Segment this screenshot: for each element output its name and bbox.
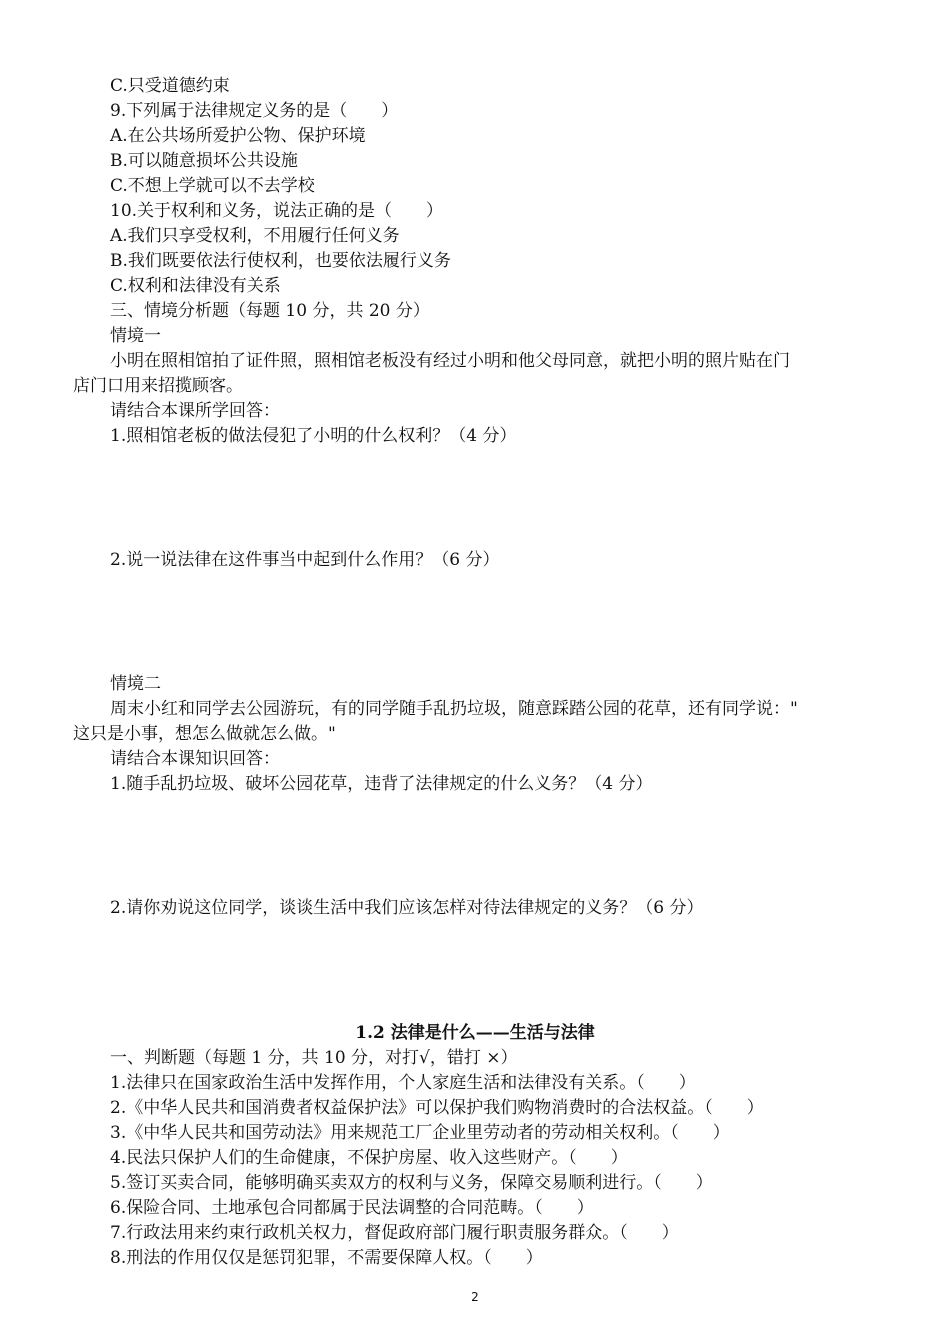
scenario-1-question-1: 1.照相馆老板的做法侵犯了小明的什么权利？（4 分） (110, 426, 517, 446)
scenario-1-title: 情境一 (110, 326, 161, 346)
option-10a: A.我们只享受权利，不用履行任何义务 (110, 226, 400, 246)
judgment-item-6: 6.保险合同、土地承包合同都属于民法调整的合同范畴。（ ） (110, 1198, 594, 1218)
scenario-1-text: 小明在照相馆拍了证件照，照相馆老板没有经过小明和他父母同意，就把小明的照片贴在门 (110, 351, 790, 371)
judgment-item-3: 3.《中华人民共和国劳动法》用来规范工厂企业里劳动者的劳动相关权利。（ ） (110, 1123, 730, 1143)
page-number: 2 (471, 1290, 479, 1304)
judgment-item-7: 7.行政法用来约束行政机关权力，督促政府部门履行职责服务群众。（ ） (110, 1223, 679, 1243)
option-9c: C.不想上学就可以不去学校 (110, 176, 315, 196)
judgment-item-4: 4.民法只保护人们的生命健康，不保护房屋、收入这些财产。（ ） (110, 1148, 628, 1168)
judgment-heading: 一、判断题（每题 1 分，共 10 分，对打√，错打 ×） (110, 1048, 518, 1068)
section-title: 1.2 法律是什么——生活与法律 (355, 1023, 595, 1043)
scenario-2-prompt: 请结合本课知识回答： (110, 749, 280, 769)
option-10c: C.权利和法律没有关系 (110, 276, 281, 296)
scenario-2-text: 周末小红和同学去公园游玩，有的同学随手乱扔垃圾，随意踩踏公园的花草，还有同学说：" (110, 699, 798, 719)
scenario-1-text-cont: 店门口用来招揽顾客。 (73, 376, 243, 396)
judgment-item-2: 2.《中华人民共和国消费者权益保护法》可以保护我们购物消费时的合法权益。（ ） (110, 1098, 764, 1118)
judgment-item-8: 8.刑法的作用仅仅是惩罚犯罪，不需要保障人权。（ ） (110, 1248, 543, 1268)
section-heading-3: 三、情境分析题（每题 10 分，共 20 分） (110, 301, 430, 321)
option-8c: C.只受道德约束 (110, 76, 230, 96)
scenario-1-question-2: 2.说一说法律在这件事当中起到什么作用？（6 分） (110, 550, 500, 570)
scenario-2-question-1: 1.随手乱扔垃圾、破坏公园花草，违背了法律规定的什么义务？（4 分） (110, 774, 653, 794)
option-10b: B.我们既要依法行使权利，也要依法履行义务 (110, 251, 451, 271)
scenario-2-title: 情境二 (110, 674, 161, 694)
scenario-2-question-2: 2.请你劝说这位同学，谈谈生活中我们应该怎样对待法律规定的义务？（6 分） (110, 898, 704, 918)
scenario-1-prompt: 请结合本课所学回答： (110, 401, 280, 421)
question-9: 9.下列属于法律规定义务的是（ ） (110, 101, 399, 121)
option-9b: B.可以随意损坏公共设施 (110, 151, 298, 171)
option-9a: A.在公共场所爱护公物、保护环境 (110, 126, 366, 146)
question-10: 10.关于权利和义务，说法正确的是（ ） (110, 201, 444, 221)
scenario-2-text-cont: 这只是小事，想怎么做就怎么做。" (73, 724, 336, 744)
judgment-item-5: 5.签订买卖合同，能够明确买卖双方的权利与义务，保障交易顺利进行。（ ） (110, 1173, 713, 1193)
judgment-item-1: 1.法律只在国家政治生活中发挥作用，个人家庭生活和法律没有关系。（ ） (110, 1073, 696, 1093)
